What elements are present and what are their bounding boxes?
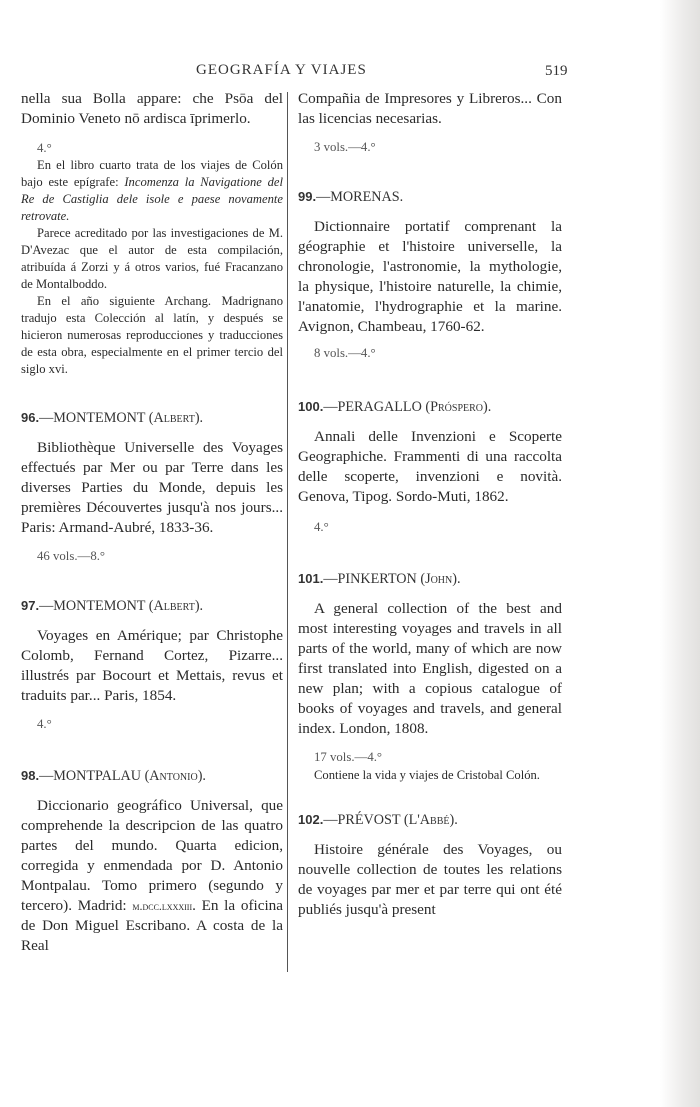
entry-102 bbox=[298, 810, 562, 920]
entry-note: Contiene la vida y viajes de Cristobal Colón. bbox=[314, 768, 540, 782]
running-title: GEOGRAFÍA Y VIAJES bbox=[196, 62, 367, 78]
entry-format: 4.° bbox=[314, 520, 329, 534]
entry-author: —MONTEMONT bbox=[39, 598, 146, 614]
entry-text: Annali delle Invenzioni e Scoperte Geographiche. Frammenti di una raccolta delle scoperte, invenzioni e novità. Genova, Tipog. Sordo-Muti, 1862. bbox=[298, 428, 562, 505]
entry-99 bbox=[298, 187, 562, 363]
entry-heading bbox=[21, 766, 283, 786]
entry-98 bbox=[21, 766, 283, 956]
entry-format: 17 vols.—4.° bbox=[314, 750, 383, 764]
note-paragraph: Parece acreditado por las investigaciones de M. D'Avezac que el autor de esta compilación, atribuída á Zorzi y á otros varios, fué Fracanzano de Montalboddo. bbox=[21, 226, 283, 291]
entry-format: 4.° bbox=[37, 717, 52, 731]
continuation-text: Compañia de Impresores y Libreros... Con las licencias necesarias. bbox=[298, 90, 562, 127]
entry-number: 96. bbox=[21, 410, 40, 425]
entry-text-part: Diccionario geográfico Universal, que comprehende la descripcion de las quatro partes del mundo. Quarta edicion, corregida y enmendada por D. Antonio Montpalau. Tomo primero (segundo y tercero). Madrid: bbox=[21, 797, 283, 914]
entry-heading bbox=[298, 569, 562, 589]
column-divider bbox=[287, 92, 288, 972]
entry-text bbox=[21, 796, 283, 956]
entry-number: 99. bbox=[298, 189, 317, 204]
entry-author: —MONTPALAU bbox=[39, 768, 142, 784]
page-edge-shadow bbox=[660, 0, 700, 1107]
left-column bbox=[21, 89, 283, 956]
continuation-text: nella sua Bolla appare: che Psōa del Dominio Veneto nō ardisca īprimerlo. bbox=[21, 90, 283, 127]
entry-96 bbox=[21, 408, 283, 566]
entry-number: 98. bbox=[21, 768, 40, 783]
entry-number: 102. bbox=[298, 812, 324, 827]
entry-100 bbox=[298, 397, 562, 537]
entry-first-name: (Albert). bbox=[148, 598, 204, 614]
entry-first-name: (Antonio). bbox=[144, 768, 206, 784]
entry-first-name: (John). bbox=[420, 571, 461, 587]
entry-97 bbox=[21, 596, 283, 734]
entry-101 bbox=[298, 569, 562, 784]
entry-number: 97. bbox=[21, 598, 40, 613]
entry-author: —PRÉVOST bbox=[323, 812, 401, 828]
entry-text: Bibliothèque Universelle des Voyages effectués par Mer ou par Terre dans les diverses Parties du Monde, depuis les premières Découvertes jusqu'à nos jours... Paris: Armand-Aubré, 1833-36. bbox=[21, 439, 283, 536]
entry-format: 46 vols.—8.° bbox=[37, 549, 106, 563]
entry-author: —MORENAS. bbox=[316, 189, 404, 205]
page-number: 519 bbox=[545, 63, 568, 79]
roman-numeral-date: m.dcc.lxxxiii bbox=[132, 899, 193, 913]
note-paragraph: En el año siguiente Archang. Madrignano tradujo esta Colección al latín, y después se hicieron numerosas reproducciones y traducciones de esta obra, especialmente en el primer tercio del siglo xvi. bbox=[21, 294, 283, 376]
entry-author: —MONTEMONT bbox=[39, 410, 146, 426]
entry-heading bbox=[21, 408, 283, 428]
entry-heading bbox=[298, 397, 562, 417]
entry-heading bbox=[21, 596, 283, 616]
entry-heading bbox=[298, 810, 562, 830]
note-italic-title: Incomenza la Navigatione del Re de Castiglia dele isole e paese novamente retrovate. bbox=[21, 175, 283, 223]
right-column bbox=[298, 89, 562, 920]
entry-text: A general collection of the best and most interesting voyages and travels in all parts of the world, many of which are now first translated into English, digested on a new plan; with a copious catalogue of books of voyages and travels, and general index. London, 1808. bbox=[298, 600, 562, 737]
entry-author: —PINKERTON bbox=[323, 571, 417, 587]
entry-first-name: (Próspero). bbox=[425, 399, 492, 415]
entry-first-name: (L'Abbé). bbox=[403, 812, 458, 828]
entry-heading bbox=[298, 187, 562, 207]
entry-text: Histoire générale des Voyages, ou nouvelle collection de toutes les relations de voyages par mer et par terre qui ont été publiés jusqu'à present bbox=[298, 841, 562, 918]
page-header bbox=[0, 62, 700, 82]
entry-number: 100. bbox=[298, 399, 324, 414]
entry-number: 101. bbox=[298, 571, 324, 586]
note-text: En el libro cuarto trata de los viajes de Colón bajo este epígrafe: bbox=[21, 158, 283, 189]
entry-format: 8 vols.—4.° bbox=[314, 346, 376, 360]
format-line: 3 vols.—4.° bbox=[314, 140, 376, 154]
note-paragraph bbox=[21, 157, 283, 225]
entry-author: —PERAGALLO bbox=[323, 399, 422, 415]
entry-text: Voyages en Amérique; par Christophe Colomb, Fernand Cortez, Pizarre... illustrés par Bocourt et Mettais, revus et traduits par... Paris, 1854. bbox=[21, 627, 283, 704]
entry-first-name: (Albert). bbox=[148, 410, 204, 426]
entry-text-part: . En la oficina de Don Miguel Escribano. A costa de la Real bbox=[21, 897, 284, 954]
entry-text: Dictionnaire portatif comprenant la géographie et l'histoire universelle, la chronologie, l'astronomie, la mythologie, la physique, l'histoire naturelle, la chimie, l'anatomie, l'hydrographie et la marine. Avignon, Chambeau, 1760-62. bbox=[298, 218, 562, 335]
format-line: 4.° bbox=[37, 141, 52, 155]
